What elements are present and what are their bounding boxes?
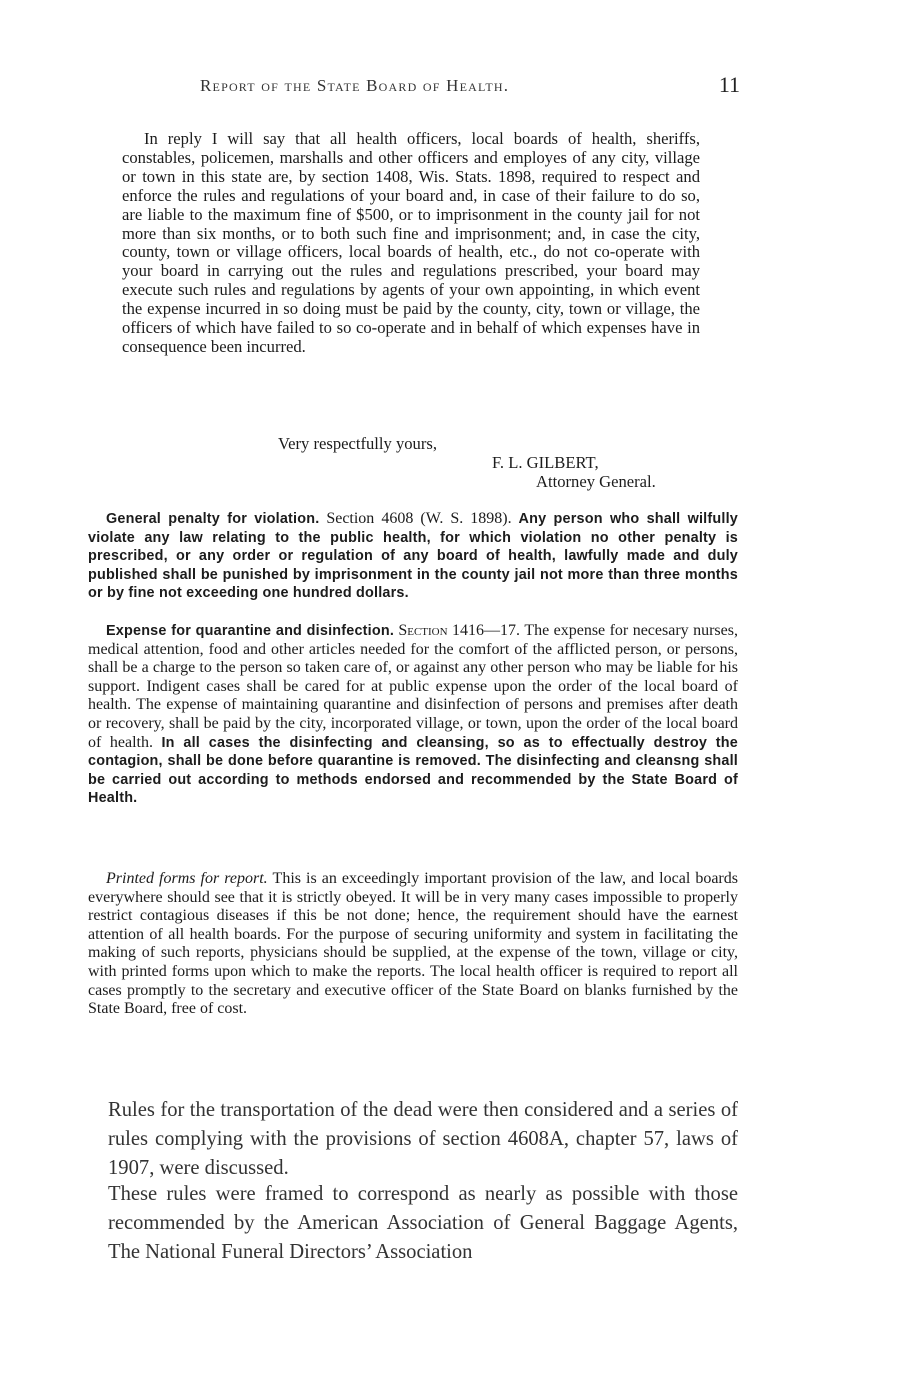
statute-text: The expense for necesary nurses, medical attention, food and other articles needed for the comfort of the afflicted person, or persons, shall be a charge to the person so taken care of, or against any other person who may be liable for his support. Indigent cases shall be cared for at public expense upon the order of the local board of health. The expense of maintaining quarantine and disinfection of persons and premises after death or recovery, shall be paid by the city, incorporated village, or town, upon the order of the local board of health.	[88, 622, 738, 751]
running-title: Report of the State Board of Health.	[200, 76, 510, 95]
body-paragraph: These rules were framed to correspond as nearly as possible with those recommended by the American Association of General Baggage Agents, The National Funeral Directors’ Association	[108, 1183, 738, 1263]
statute-expense-quarantine	[88, 622, 738, 808]
statute-text-bold: In all cases the disinfecting and cleansing, so as to effectually destroy the contagion, shall be done before quarantine is removed. The disinfecting and cleansng shall be carried out according to methods endorsed and recommended by the State Board of Health.	[88, 734, 738, 807]
letter-body: In reply I will say that all health officers, local boards of health, sheriffs, constables, policemen, marshalls and other officers and employes of any city, village or town in this state are, by section 1408, Wis. Stats. 1898, required to respect and enforce the rules and regulations of your board and, in case of their failure to do so, are liable to the maximum fine of $500, or to imprisonment in the county jail for not more than six months, or to both such fine and imprisonment; and, in case the city, county, town or village officers, local boards of health, etc., do not co-operate with your board in carrying out the rules and regulations prescribed, your board may execute such rules and regulations by agents of your own appointing, in which event the expense incurred in so doing must be paid by the county, city, town or village, the officers of which have failed to so co-operate and in behalf of which expenses have in consequence been incurred.	[122, 129, 700, 356]
statute-citation: Section 1416—17.	[398, 622, 521, 639]
statute-citation: Section 4608 (W. S. 1898).	[326, 510, 512, 527]
statute-text: Any person who shall wilfully violate any law relating to the public health, for which violation no other penalty is prescribed, or any order or regulation of any board of health, lawfully made and duly published shall be punished by imprisonment in the county jail not more than three months or by fine not exceeding one hundred dollars.	[88, 511, 738, 602]
statute-general-penalty	[88, 510, 738, 603]
running-head	[120, 72, 740, 102]
letter-signer-title: Attorney General.	[536, 472, 656, 491]
letter-closing: Very respectfully yours,	[278, 434, 437, 453]
letter-signer: F. L. GILBERT,	[492, 453, 599, 472]
statute-printed-forms	[88, 870, 738, 1019]
statute-heading: Expense for quarantine and disinfection.	[106, 623, 395, 639]
statute-heading: Printed forms for report.	[106, 870, 268, 887]
statute-heading: General penalty for violation.	[106, 511, 320, 527]
page-number: 11	[718, 72, 740, 97]
body-paragraph: Rules for the transportation of the dead were then considered and a series of rules complying with the provisions of section 4608A, chapter 57, laws of 1907, were discussed.	[108, 1099, 738, 1179]
statute-text: This is an exceedingly important provision of the law, and local boards everywhere should see that it is strictly obeyed. It will be in very many cases impossible to properly restrict contagious diseases if this be not done; hence, the requirement should have the earnest attention of all health boards. For the purpose of securing uniformity and system in facilitating the making of such reports, physicians should be supplied, at the expense of the town, village or city, with printed forms upon which to make the reports. The local health officer is required to report all cases promptly to the secretary and executive officer of the State Board on blanks furnished by the State Board, free of cost.	[88, 870, 738, 1018]
